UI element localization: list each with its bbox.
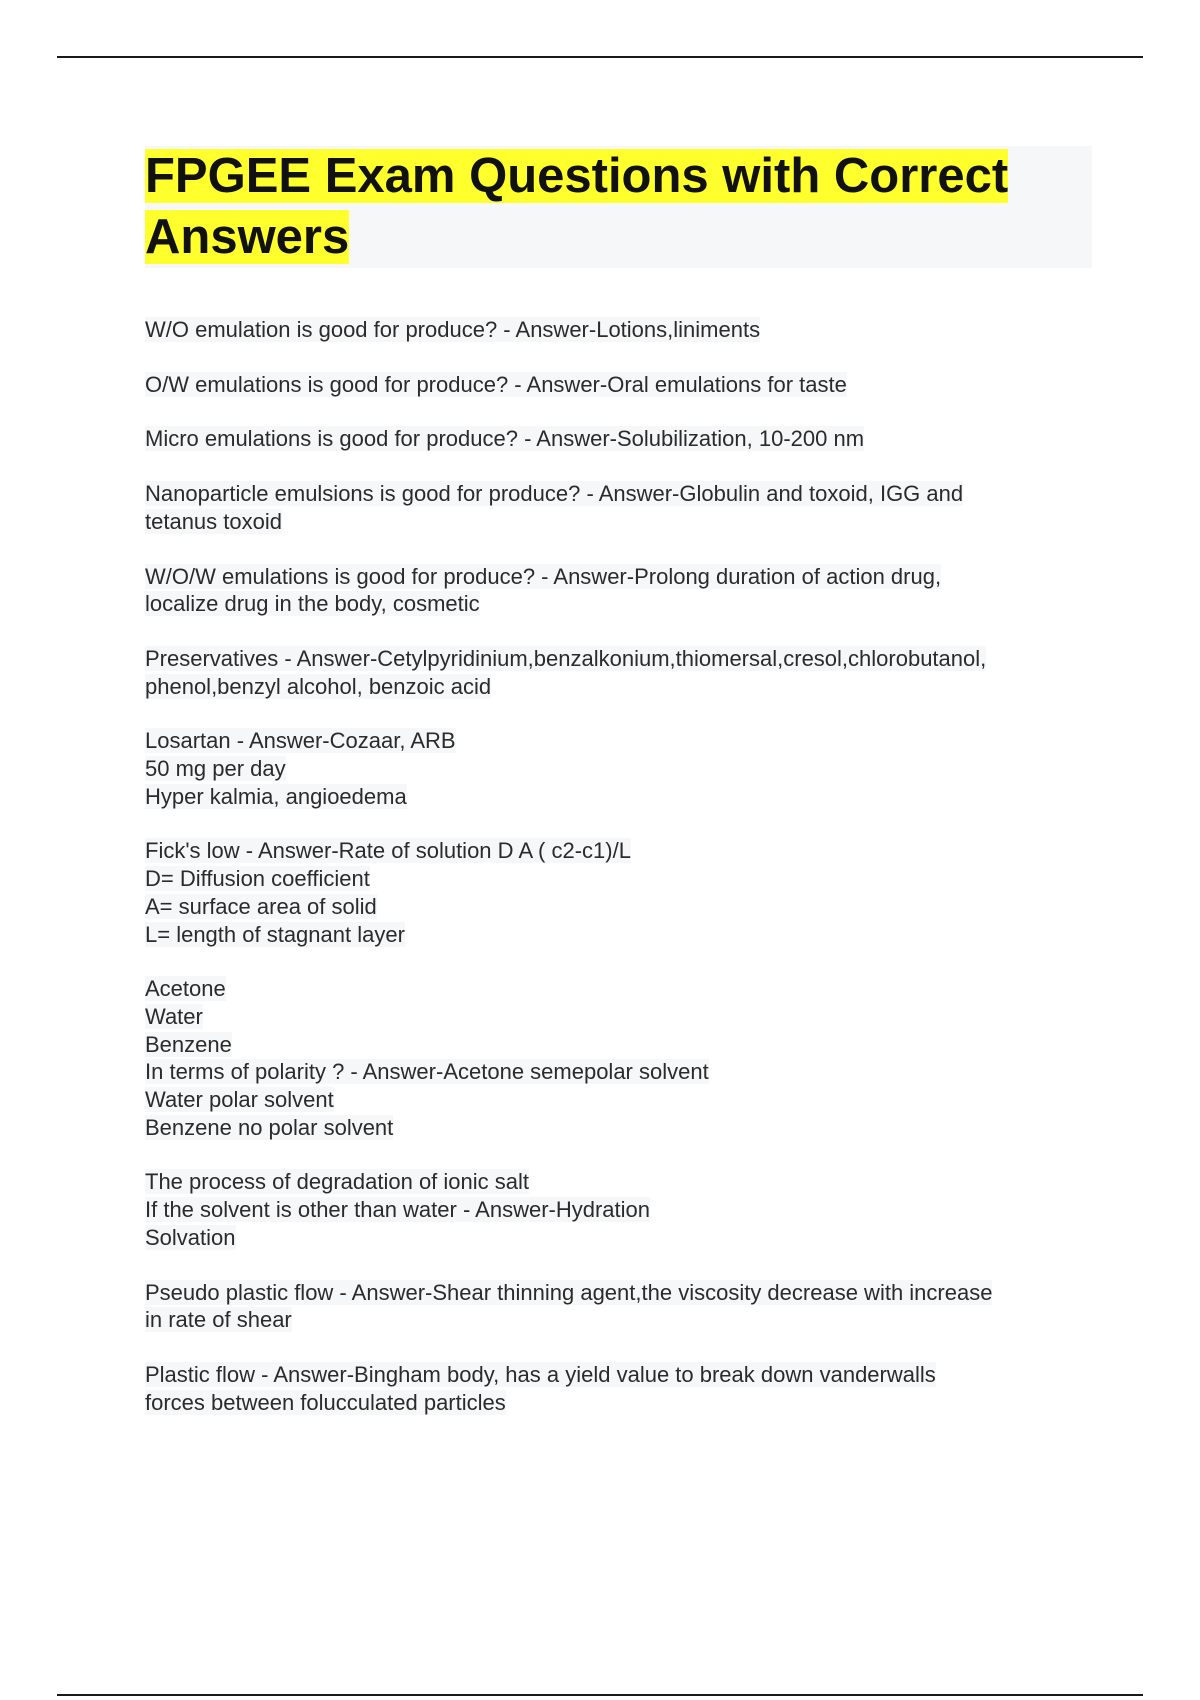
qa-entry — [145, 645, 1105, 700]
qa-line: Hyper kalmia, angioedema — [145, 783, 407, 809]
qa-line: Benzene — [145, 1031, 232, 1057]
qa-line: Preservatives - Answer-Cetylpyridinium,benzalkonium,thiomersal,cresol,chlorobutanol, — [145, 645, 987, 671]
qa-line: O/W emulations is good for produce? - Answer-Oral emulations for taste — [145, 371, 847, 397]
qa-line: If the solvent is other than water - Answer-Hydration — [145, 1197, 651, 1223]
qa-line: Micro emulations is good for produce? - Answer-Solubilization, 10-200 nm — [145, 426, 865, 452]
title-block — [145, 146, 1092, 268]
qa-entry — [145, 371, 1105, 399]
footer-rule — [57, 1694, 1143, 1696]
qa-line: Nanoparticle emulsions is good for produce? - Answer-Globulin and toxoid, IGG and — [145, 481, 964, 507]
qa-line: Fick's low - Answer-Rate of solution D A ( c2-c1)/L — [145, 838, 631, 864]
header-rule — [57, 56, 1143, 58]
qa-line: Water — [145, 1003, 203, 1029]
qa-entry — [145, 1168, 1105, 1251]
qa-line: tetanus toxoid — [145, 508, 282, 534]
qa-line: Losartan - Answer-Cozaar, ARB — [145, 728, 456, 754]
qa-line: phenol,benzyl alcohol, benzoic acid — [145, 673, 492, 699]
qa-entry — [145, 316, 1105, 344]
qa-entry — [145, 975, 1105, 1141]
qa-entry — [145, 480, 1105, 535]
qa-line: Benzene no polar solvent — [145, 1114, 394, 1140]
qa-entry — [145, 1279, 1105, 1334]
page-title-text: FPGEE Exam Questions with Correct Answers — [145, 149, 1009, 264]
qa-line: in rate of shear — [145, 1307, 292, 1333]
qa-line: Plastic flow - Answer-Bingham body, has a yield value to break down vanderwalls — [145, 1361, 936, 1387]
qa-entry — [145, 1361, 1105, 1416]
qa-entry — [145, 837, 1105, 948]
qa-line: W/O emulation is good for produce? - Answer-Lotions,liniments — [145, 317, 761, 342]
qa-entry — [145, 563, 1105, 618]
qa-entry — [145, 727, 1105, 810]
qa-line: W/O/W emulations is good for produce? - Answer-Prolong duration of action drug, — [145, 563, 942, 589]
qa-line: In terms of polarity ? - Answer-Acetone semepolar solvent — [145, 1059, 709, 1085]
qa-entry — [145, 425, 1105, 453]
qa-line: L= length of stagnant layer — [145, 921, 405, 947]
qa-line: Acetone — [145, 976, 226, 1002]
qa-line: Solvation — [145, 1224, 236, 1250]
qa-line: The process of degradation of ionic salt — [145, 1169, 530, 1195]
qa-line: Pseudo plastic flow - Answer-Shear thinning agent,the viscosity decrease with increase — [145, 1279, 993, 1305]
qa-line: Water polar solvent — [145, 1087, 334, 1113]
qa-list — [145, 316, 1105, 1443]
page-title — [145, 146, 1092, 268]
qa-line: A= surface area of solid — [145, 893, 377, 919]
qa-line: D= Diffusion coefficient — [145, 866, 370, 892]
qa-line: 50 mg per day — [145, 756, 286, 782]
qa-line: forces between folucculated particles — [145, 1389, 506, 1415]
qa-line: localize drug in the body, cosmetic — [145, 591, 480, 617]
